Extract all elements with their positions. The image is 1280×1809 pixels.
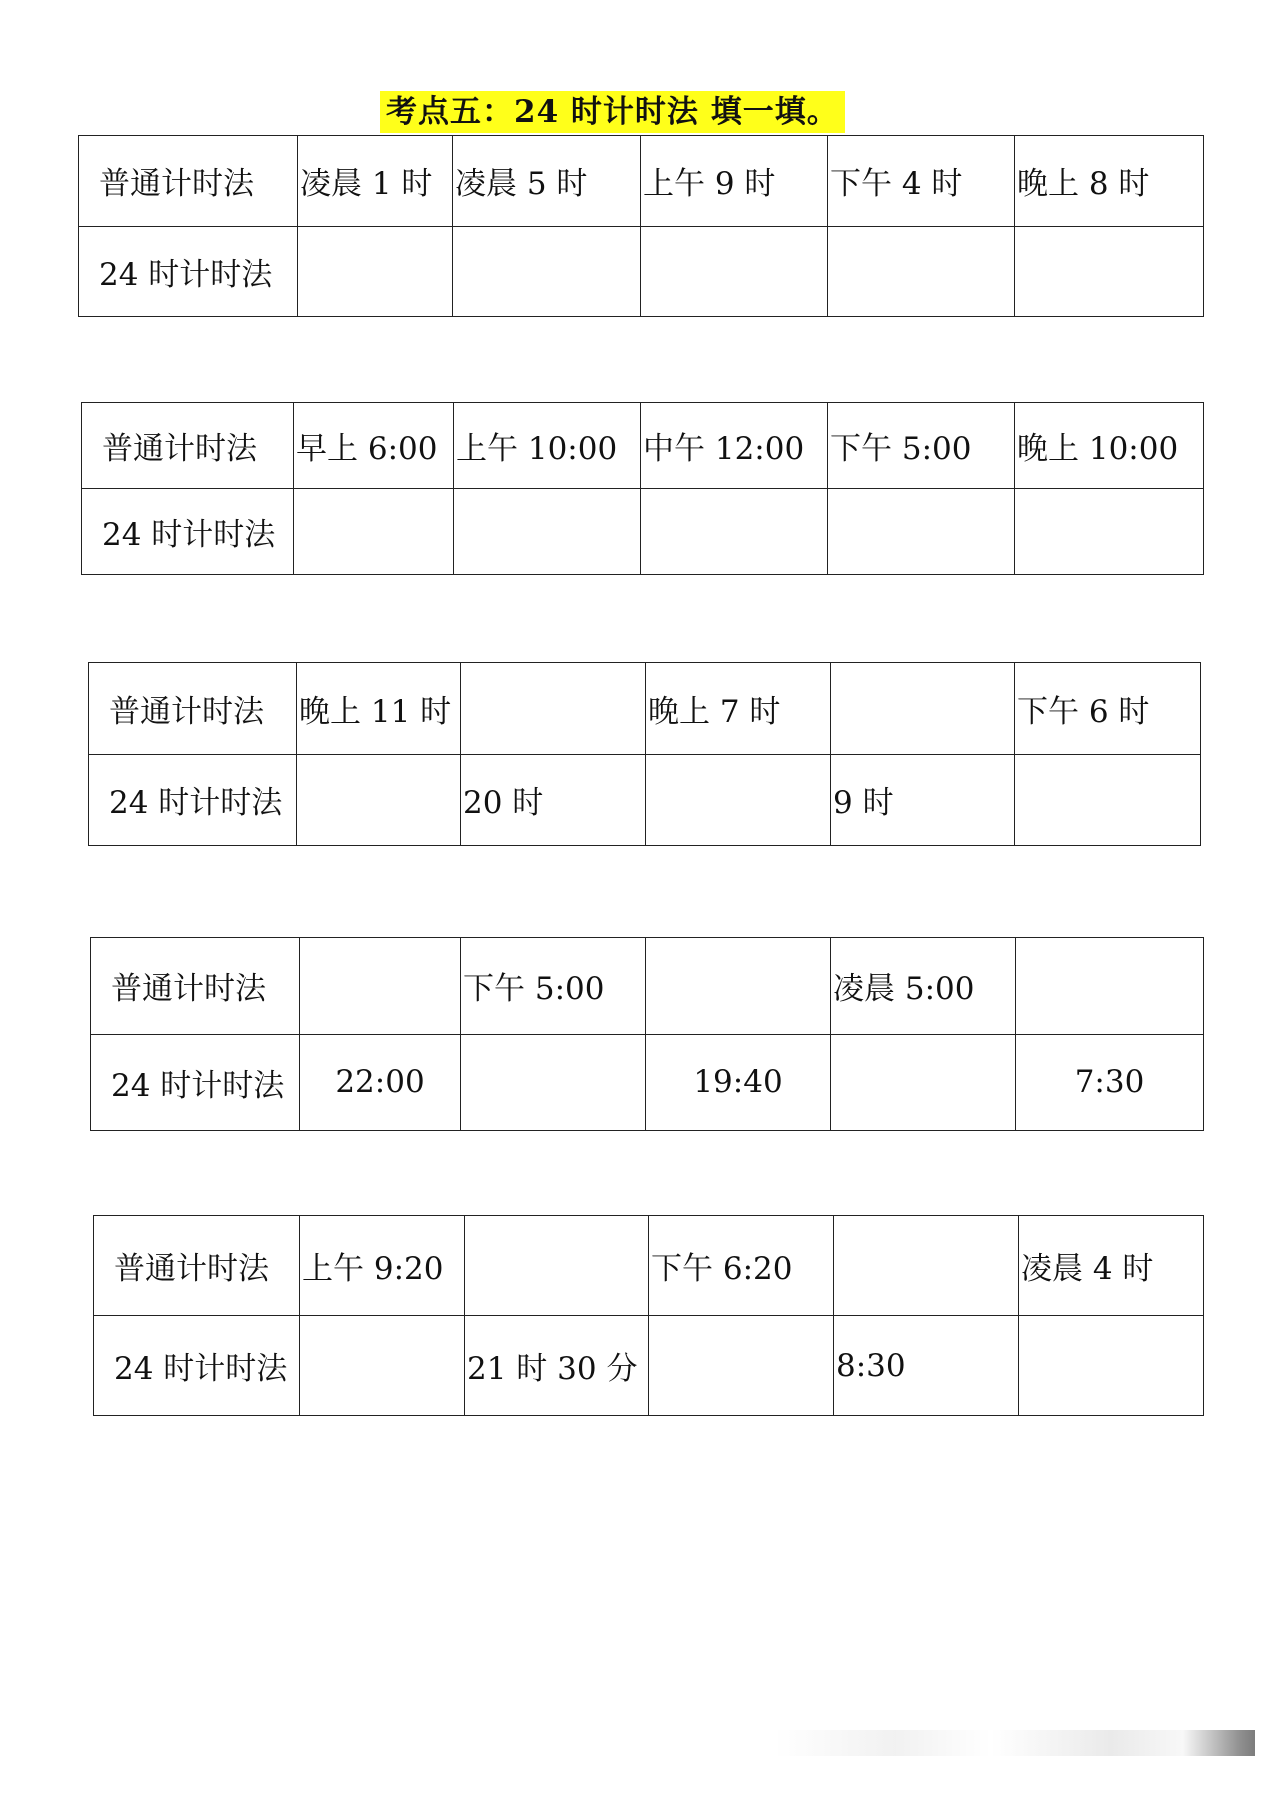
h24-time-label: 24 时计时法 <box>89 754 297 846</box>
h24-time-cell: 9 时 <box>831 754 1015 846</box>
h24-time-label: 24 时计时法 <box>91 1034 300 1131</box>
normal-time-row <box>94 1216 1204 1316</box>
normal-time-row <box>91 938 1204 1035</box>
normal-time-cell: 凌晨 1 时 <box>298 136 453 227</box>
normal-time-cell: 下午 5:00 <box>828 403 1015 489</box>
h24-answer-cell[interactable] <box>646 754 831 846</box>
normal-time-cell[interactable] <box>834 1216 1019 1316</box>
normal-time-cell: 晚上 10:00 <box>1015 403 1204 489</box>
normal-time-cell: 晚上 7 时 <box>646 663 831 755</box>
time-table-2 <box>81 402 1204 575</box>
normal-time-cell: 凌晨 4 时 <box>1019 1216 1204 1316</box>
h24-time-cell: 21 时 30 分 <box>465 1316 649 1416</box>
h24-answer-cell[interactable] <box>641 226 828 317</box>
h24-time-label: 24 时计时法 <box>82 489 294 575</box>
normal-time-cell[interactable] <box>1016 938 1204 1035</box>
normal-time-label: 普通计时法 <box>79 136 298 227</box>
time-table-3 <box>88 662 1201 846</box>
h24-answer-cell[interactable] <box>828 226 1015 317</box>
h24-answer-cell[interactable] <box>454 489 641 575</box>
h24-time-cell: 22:00 <box>300 1034 461 1131</box>
h24-time-cell: 8:30 <box>834 1316 1019 1416</box>
normal-time-cell: 下午 6:20 <box>649 1216 834 1316</box>
normal-time-row <box>82 403 1204 489</box>
h24-answer-cell[interactable] <box>300 1316 465 1416</box>
time-table-4 <box>90 937 1204 1131</box>
normal-time-cell[interactable] <box>646 938 831 1035</box>
h24-answer-cell[interactable] <box>1015 754 1201 846</box>
h24-time-row <box>89 754 1201 846</box>
normal-time-cell: 早上 6:00 <box>294 403 454 489</box>
normal-time-cell: 上午 9 时 <box>641 136 828 227</box>
normal-time-cell: 晚上 8 时 <box>1015 136 1204 227</box>
time-table-5 <box>93 1215 1204 1416</box>
normal-time-cell: 下午 6 时 <box>1015 663 1201 755</box>
normal-time-cell: 上午 10:00 <box>454 403 641 489</box>
page-title: 考点五：24 时计时法 填一填。 <box>380 91 845 133</box>
h24-time-label: 24 时计时法 <box>79 226 298 317</box>
normal-time-cell[interactable] <box>461 663 646 755</box>
normal-time-cell: 下午 4 时 <box>828 136 1015 227</box>
normal-time-label: 普通计时法 <box>89 663 297 755</box>
h24-answer-cell[interactable] <box>649 1316 834 1416</box>
h24-answer-cell[interactable] <box>298 226 453 317</box>
normal-time-cell[interactable] <box>831 663 1015 755</box>
h24-answer-cell[interactable] <box>831 1034 1016 1131</box>
normal-time-cell: 凌晨 5:00 <box>831 938 1016 1035</box>
h24-answer-cell[interactable] <box>297 754 461 846</box>
normal-time-cell: 下午 5:00 <box>461 938 646 1035</box>
h24-time-row <box>82 489 1204 575</box>
normal-time-label: 普通计时法 <box>82 403 294 489</box>
h24-answer-cell[interactable] <box>453 226 641 317</box>
normal-time-cell: 中午 12:00 <box>641 403 828 489</box>
normal-time-label: 普通计时法 <box>94 1216 300 1316</box>
h24-time-label: 24 时计时法 <box>94 1316 300 1416</box>
h24-time-cell: 7:30 <box>1016 1034 1204 1131</box>
page-footer-bar <box>775 1730 1255 1756</box>
h24-time-cell: 19:40 <box>646 1034 831 1131</box>
h24-time-cell: 20 时 <box>461 754 646 846</box>
h24-time-row <box>79 226 1204 317</box>
h24-time-row <box>91 1034 1204 1131</box>
normal-time-cell[interactable] <box>465 1216 649 1316</box>
normal-time-label: 普通计时法 <box>91 938 300 1035</box>
h24-answer-cell[interactable] <box>1019 1316 1204 1416</box>
h24-answer-cell[interactable] <box>641 489 828 575</box>
time-table-1 <box>78 135 1204 317</box>
normal-time-cell: 晚上 11 时 <box>297 663 461 755</box>
normal-time-row <box>89 663 1201 755</box>
h24-answer-cell[interactable] <box>1015 226 1204 317</box>
h24-answer-cell[interactable] <box>828 489 1015 575</box>
normal-time-cell: 上午 9:20 <box>300 1216 465 1316</box>
h24-answer-cell[interactable] <box>1015 489 1204 575</box>
h24-time-row <box>94 1316 1204 1416</box>
normal-time-cell: 凌晨 5 时 <box>453 136 641 227</box>
normal-time-cell[interactable] <box>300 938 461 1035</box>
h24-answer-cell[interactable] <box>461 1034 646 1131</box>
h24-answer-cell[interactable] <box>294 489 454 575</box>
normal-time-row <box>79 136 1204 227</box>
